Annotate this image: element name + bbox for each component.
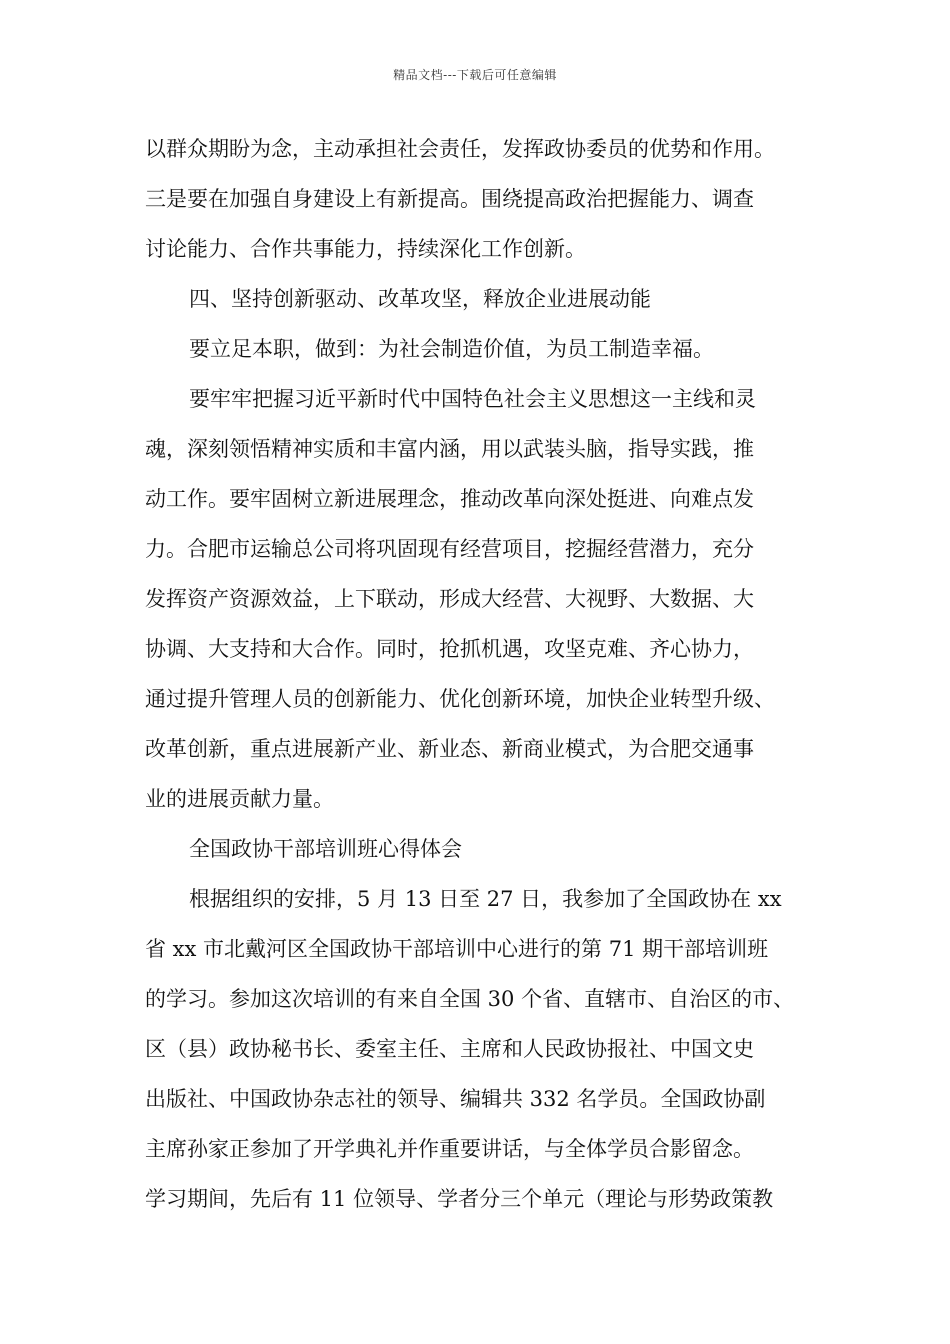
text-line: 发挥资产资源效益，上下联动，形成大经营、大视野、大数据、大 — [145, 587, 754, 611]
text-line: 四、坚持创新驱动、改革攻坚，释放企业进展动能 — [189, 287, 651, 311]
text-line: 学习期间，先后有 11 位领导、学者分三个单元（理论与形势政策教 — [145, 1187, 774, 1211]
text-line: 省 xx 市北戴河区全国政协干部培训中心进行的第 71 期干部培训班 — [145, 937, 769, 961]
text-line: 出版社、中国政协杂志社的领导、编辑共 332 名学员。全国政协副 — [145, 1087, 766, 1111]
text-line: 协调、大支持和大合作。同时，抢抓机遇，攻坚克难、齐心协力， — [145, 637, 754, 661]
text-line: 业的进展贡献力量。 — [145, 787, 334, 811]
text-line: 三是要在加强自身建设上有新提高。围绕提高政治把握能力、调查 — [145, 187, 754, 211]
text-line: 改革创新，重点进展新产业、新业态、新商业模式，为合肥交通事 — [145, 737, 754, 761]
text-line: 的学习。参加这次培训的有来自全国 30 个省、直辖市、自治区的市、 — [145, 987, 795, 1011]
text-line: 力。合肥市运输总公司将巩固现有经营项目，挖掘经营潜力，充分 — [145, 537, 754, 561]
text-line: 动工作。要牢固树立新进展理念，推动改革向深处挺进、向难点发 — [145, 487, 754, 511]
text-line: 要立足本职，做到：为社会制造价值，为员工制造幸福。 — [189, 337, 714, 361]
text-line: 要牢牢把握习近平新时代中国特色社会主义思想这一主线和灵 — [189, 387, 756, 411]
page-header: 精品文档---下载后可任意编辑 — [393, 68, 557, 82]
text-line: 根据组织的安排，5 月 13 日至 27 日，我参加了全国政协在 xx — [189, 887, 782, 911]
document-body — [145, 124, 825, 1224]
text-line: 魂，深刻领悟精神实质和丰富内涵，用以武装头脑，指导实践，推 — [145, 437, 754, 461]
text-line: 讨论能力、合作共事能力，持续深化工作创新。 — [145, 237, 586, 261]
text-line: 通过提升管理人员的创新能力、优化创新环境，加快企业转型升级、 — [145, 687, 775, 711]
text-line: 主席孙家正参加了开学典礼并作重要讲话，与全体学员合影留念。 — [145, 1137, 754, 1161]
text-line: 区（县）政协秘书长、委室主任、主席和人民政协报社、中国文史 — [145, 1037, 754, 1061]
text-line: 以群众期盼为念，主动承担社会责任，发挥政协委员的优势和作用。 — [145, 137, 775, 161]
text-line: 全国政协干部培训班心得体会 — [189, 837, 462, 861]
